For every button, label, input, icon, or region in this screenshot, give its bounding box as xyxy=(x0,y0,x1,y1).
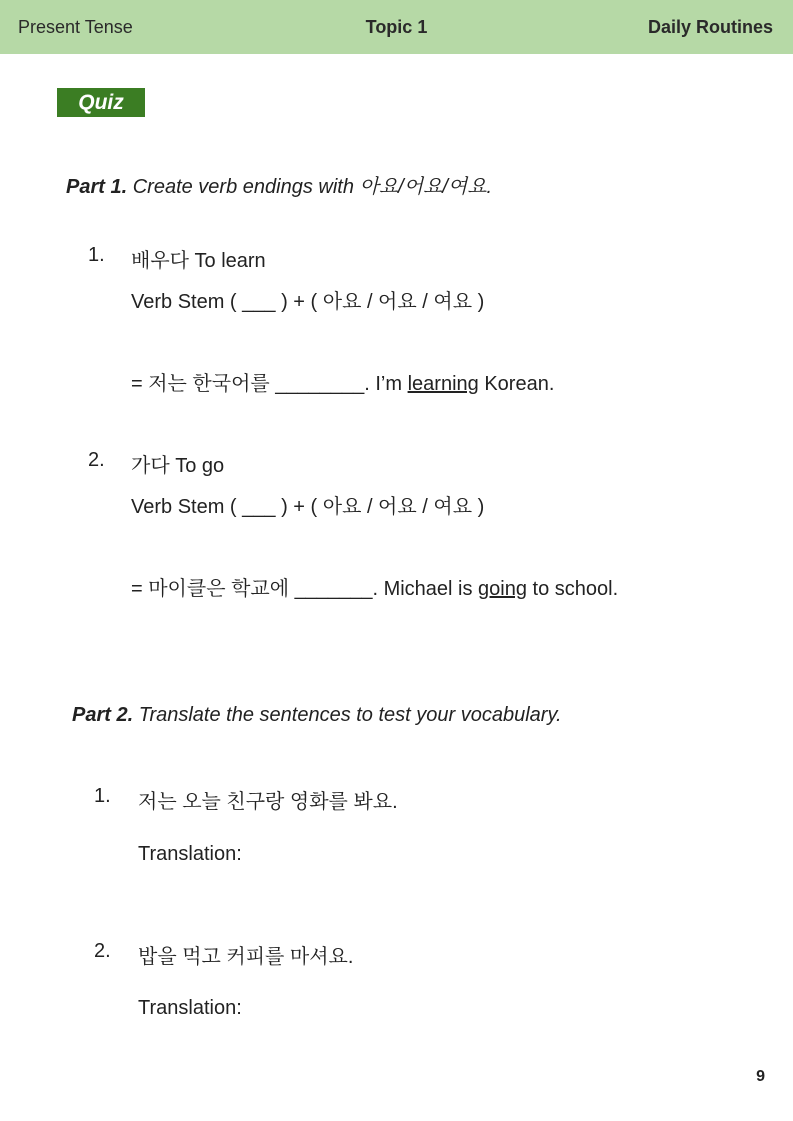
sentence-text: to school. xyxy=(526,578,619,600)
part2-item2-number: 2. xyxy=(94,940,111,962)
part2-item1-translation-label: Translation: xyxy=(138,843,242,865)
header-topic: Topic 1 xyxy=(365,17,428,37)
part1-instruction: Create verb endings with 아요/어요/여요. xyxy=(132,176,493,198)
part2-label: Part 2. xyxy=(72,704,134,726)
part1-item1-word: 배우다 To learn xyxy=(131,250,266,272)
sentence-text: Korean. xyxy=(478,373,555,395)
part1-item2-sentence xyxy=(131,572,618,601)
sentence-keyword: learning xyxy=(407,373,479,395)
part2-instruction: Translate the sentences to test your vocabulary. xyxy=(138,704,562,726)
header-chapter: Present Tense xyxy=(18,17,133,37)
part2-item1-number: 1. xyxy=(94,785,111,807)
part2-item2-sentence: 밥을 먹고 커피를 마셔요. xyxy=(138,946,354,968)
part1-item1-number: 1. xyxy=(88,244,105,266)
part2-item1-sentence: 저는 오늘 친구랑 영화를 봐요. xyxy=(138,791,398,813)
part1-item2-word: 가다 To go xyxy=(131,455,225,477)
sentence-text: = 저는 한국어를 ________. I’m xyxy=(131,373,408,395)
part1-label: Part 1. xyxy=(66,176,128,198)
part1-item2-stem: Verb Stem ( ___ ) + ( 아요 / 어요 / 여요 ) xyxy=(131,496,485,518)
part2-heading xyxy=(72,704,562,727)
part1-item1-sentence xyxy=(131,367,554,396)
part2-item2-translation-label: Translation: xyxy=(138,997,242,1019)
part1-heading xyxy=(66,170,492,199)
quiz-badge: Quiz xyxy=(57,88,145,117)
part1-item2-number: 2. xyxy=(88,449,105,471)
part1-item1-stem: Verb Stem ( ___ ) + ( 아요 / 어요 / 여요 ) xyxy=(131,291,485,313)
sentence-keyword: going xyxy=(478,578,527,600)
header-section: Daily Routines xyxy=(647,17,773,37)
page-number: 9 xyxy=(756,1068,765,1085)
page-header xyxy=(0,0,793,54)
sentence-text: = 마이클은 학교에 _______. Michael is xyxy=(131,578,479,600)
